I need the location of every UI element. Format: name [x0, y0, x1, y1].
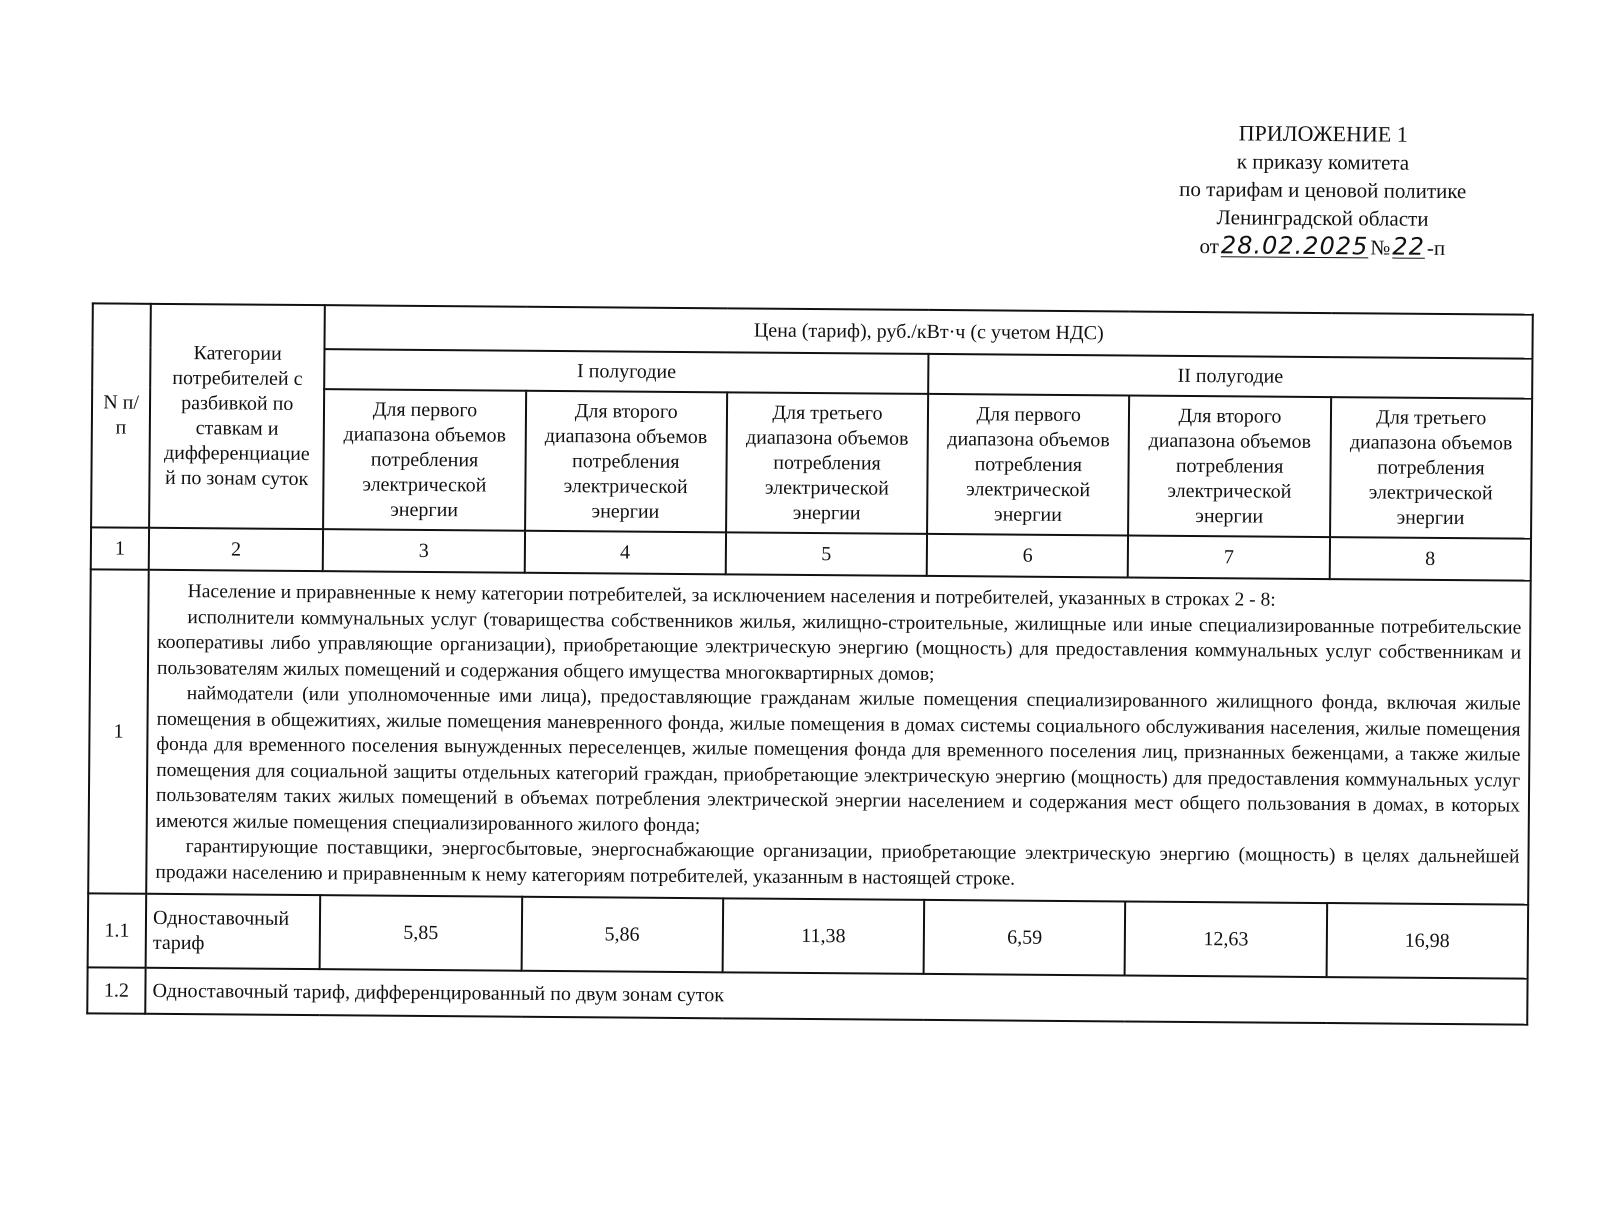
section-1-paragraph: наймодатели (или уполномоченные ими лица), предоставляющие гражданам жилые помещения специализированного жилищного фонда, включая жилые помещения в общежитиях, жилые помещения маневренного фонда, жилые помещения в домах системы социального обслуживания населения, жилые помещения фонда для временного поселения вынужденных переселенцев, жилые помещения фонда для временного поселения лиц, признанных беженцами, а также жилые помещения для социальной защиты отдельных категорий граждан, приобретающие электрическую энергию (мощность) для предоставления коммунальных услуг пользователям таких жилых помещений в объемах потребления электрической энергии населением и содержания мест общего пользования в домах, в которых имеются жилые помещения специализированного жилого фонда;: [155, 683, 1521, 836]
tariff-value-h2-range-3: 16,98: [1326, 903, 1528, 979]
order-number-label: №: [1370, 235, 1391, 260]
row-1-1-category: Одноставочный тариф: [146, 894, 321, 969]
appendix-line-1: к приказу комитета: [1236, 149, 1410, 175]
tariff-value-h1-range-1: 5,85: [320, 895, 522, 971]
row-1-2-number: 1.2: [87, 967, 145, 1013]
header-range-h1-1: Для первого диапазона объемов потребления электрической энергии: [323, 389, 525, 531]
header-range-h2-1: Для первого диапазона объемов потребления электрической энергии: [927, 394, 1129, 536]
tariff-value-h2-range-2: 12,63: [1125, 901, 1327, 977]
column-number: 3: [323, 529, 525, 573]
appendix-header: [1122, 118, 1523, 262]
appendix-line-2: по тарифам и ценовой политике: [1179, 176, 1467, 204]
tariff-table: [86, 302, 1534, 1025]
column-number: 2: [149, 528, 324, 571]
order-prefix: от: [1199, 234, 1219, 259]
column-number: 4: [524, 531, 726, 575]
row-1-1-number: 1.1: [88, 893, 147, 967]
header-n: N п/п: [91, 303, 151, 527]
order-line: [1122, 230, 1522, 262]
header-range-h2-3: Для третьего диапазона объемов потребления электрической энергии: [1330, 397, 1532, 539]
column-number: 6: [927, 534, 1129, 578]
row-1-1: [88, 893, 1529, 978]
order-suffix: -п: [1426, 235, 1446, 260]
column-number: 5: [726, 532, 928, 576]
appendix-line-3: Ленинградской области: [1216, 205, 1429, 231]
section-1-number: 1: [88, 569, 149, 893]
header-price: Цена (тариф), руб./кВт·ч (с учетом НДС): [325, 305, 1533, 358]
header-range-h1-2: Для второго диапазона объемов потребления электрической энергии: [525, 391, 727, 533]
tariff-value-h1-range-3: 11,38: [722, 898, 924, 974]
column-number: 8: [1329, 537, 1531, 581]
appendix-title: ПРИЛОЖЕНИЕ 1: [1238, 120, 1408, 147]
tariff-value-h1-range-2: 5,86: [521, 897, 723, 973]
column-number: 1: [91, 527, 149, 569]
header-row-price: [92, 303, 1532, 358]
section-1-paragraph: Население и приравненные к нему категории потребителей, за исключением населения и потребителей, указанных в строках 2 - 8:: [187, 581, 1276, 611]
section-1-description: [146, 570, 1530, 905]
header-range-h2-2: Для второго диапазона объемов потребления электрической энергии: [1128, 395, 1330, 537]
header-category: Категории потребителей с разбивкой по ставкам и дифференциацие й по зонам суток: [149, 304, 325, 529]
order-number-handwritten: 22: [1392, 232, 1426, 261]
section-1-paragraph: гарантирующие поставщики, энергосбытовые, энергоснабжающие организации, приобретающие электрическую энергию (мощность) в целях дальнейшей продажи населению и приравненным к нему категориям потребителей, указанным в настоящей строке.: [155, 836, 1520, 890]
section-1-row: [88, 569, 1531, 904]
section-1-paragraph: исполнители коммунальных услуг (товарищества собственников жилья, жилищно-строительные, жилищные или иные специализированные потребительские кооперативы либо управляющие организации), приобретающие электрическую энергию (мощность) для предоставления коммунальных услуг собственникам и пользователям жилых помещений и содержания общего имущества многоквартирных домов;: [156, 606, 1522, 685]
row-1-2-text: Одноставочный тариф, дифференцированный по двум зонам суток: [145, 968, 1527, 1025]
header-range-h1-3: Для третьего диапазона объемов потребления электрической энергии: [726, 392, 928, 534]
tariff-value-h2-range-1: 6,59: [924, 900, 1126, 976]
column-number: 7: [1128, 535, 1330, 579]
header-half-2: II полугодие: [928, 354, 1532, 399]
header-half-1: I полугодие: [324, 349, 928, 394]
order-date-handwritten: 28.02.2025: [1220, 231, 1369, 261]
